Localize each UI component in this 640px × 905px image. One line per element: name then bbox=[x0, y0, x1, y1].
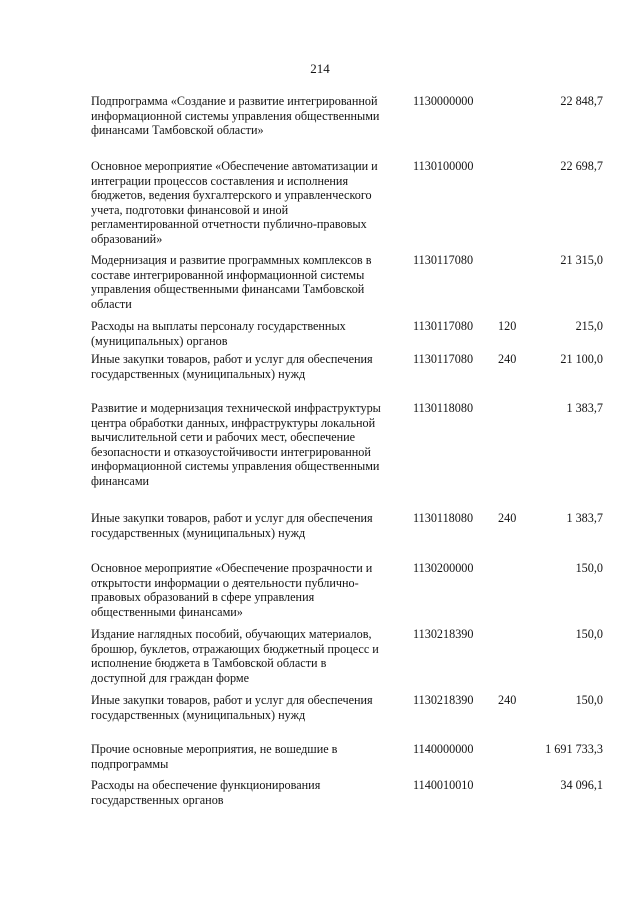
row-name: Развитие и модернизация технической инфраструктуры центра обработки данных, инфраструктуры локальной вычислительной сети и рабочих мест, обеспечение безопасности и отказоустойчивости интегрированной информационной системы управления общественными финансами bbox=[91, 401, 381, 488]
row-expense-type: 240 bbox=[498, 511, 517, 525]
budget-table bbox=[91, 94, 611, 812]
table-row bbox=[91, 352, 611, 401]
row-code: 1130117080 bbox=[413, 352, 474, 366]
row-amount: 150,0 bbox=[575, 627, 603, 641]
row-amount: 1 383,7 bbox=[566, 511, 603, 525]
row-name: Издание наглядных пособий, обучающих материалов, брошюр, буклетов, отражающих бюджетный процесс и исполнение бюджета в Тамбовской области в доступной для граждан форме bbox=[91, 627, 379, 685]
row-code: 1130218390 bbox=[413, 627, 474, 641]
table-row bbox=[91, 511, 611, 561]
row-amount: 22 698,7 bbox=[560, 159, 603, 173]
row-amount: 34 096,1 bbox=[560, 778, 603, 792]
row-code: 1130118080 bbox=[413, 401, 474, 415]
row-amount: 150,0 bbox=[575, 693, 603, 707]
table-row bbox=[91, 561, 611, 627]
table-row bbox=[91, 319, 611, 352]
row-code: 1130117080 bbox=[413, 253, 474, 267]
row-name: Иные закупки товаров, работ и услуг для обеспечения государственных (муниципальных) нужд bbox=[91, 352, 373, 381]
row-amount: 215,0 bbox=[575, 319, 603, 333]
row-amount: 21 100,0 bbox=[560, 352, 603, 366]
row-amount: 150,0 bbox=[575, 561, 603, 575]
table-row bbox=[91, 742, 611, 778]
row-name: Прочие основные мероприятия, не вошедшие в подпрограммы bbox=[91, 742, 338, 771]
row-amount: 1 383,7 bbox=[566, 401, 603, 415]
row-code: 1140010010 bbox=[413, 778, 474, 792]
row-name: Иные закупки товаров, работ и услуг для обеспечения государственных (муниципальных) нужд bbox=[91, 511, 373, 540]
row-name: Расходы на обеспечение функционирования государственных органов bbox=[91, 778, 321, 807]
table-row bbox=[91, 94, 611, 159]
row-expense-type: 240 bbox=[498, 693, 517, 707]
row-code: 1130218390 bbox=[413, 693, 474, 707]
row-amount: 1 691 733,3 bbox=[545, 742, 603, 756]
row-expense-type: 120 bbox=[498, 319, 517, 333]
row-code: 1130100000 bbox=[413, 159, 474, 173]
row-name: Модернизация и развитие программных комплексов в составе интегрированной информационной системы управления общественными финансами Тамбовской области bbox=[91, 253, 372, 311]
table-row bbox=[91, 693, 611, 742]
table-row bbox=[91, 253, 611, 319]
table-row bbox=[91, 778, 611, 812]
page-number: 214 bbox=[310, 61, 330, 76]
row-name: Подпрограмма «Создание и развитие интегрированной информационной системы управления общественными финансами Тамбовской области» bbox=[91, 94, 380, 138]
row-expense-type: 240 bbox=[498, 352, 517, 366]
row-code: 1130118080 bbox=[413, 511, 474, 525]
row-name: Расходы на выплаты персоналу государственных (муниципальных) органов bbox=[91, 319, 346, 348]
row-code: 1130200000 bbox=[413, 561, 474, 575]
row-code: 1130117080 bbox=[413, 319, 474, 333]
table-row bbox=[91, 159, 611, 253]
table-row bbox=[91, 627, 611, 693]
row-amount: 21 315,0 bbox=[560, 253, 603, 267]
row-code: 1140000000 bbox=[413, 742, 474, 756]
row-code: 1130000000 bbox=[413, 94, 474, 108]
table-row bbox=[91, 401, 611, 511]
row-name: Основное мероприятие «Обеспечение автоматизации и интеграции процессов составления и исполнения бюджетов, ведения бухгалтерского и управленческого учета, подготовки финансовой и иной регламентированной отчетности публично-правовых образований» bbox=[91, 159, 378, 246]
row-name: Иные закупки товаров, работ и услуг для обеспечения государственных (муниципальных) нужд bbox=[91, 693, 373, 722]
row-name: Основное мероприятие «Обеспечение прозрачности и открытости информации о деятельности публично-правовых образований в сфере управления общественными финансами» bbox=[91, 561, 373, 619]
row-amount: 22 848,7 bbox=[560, 94, 603, 108]
